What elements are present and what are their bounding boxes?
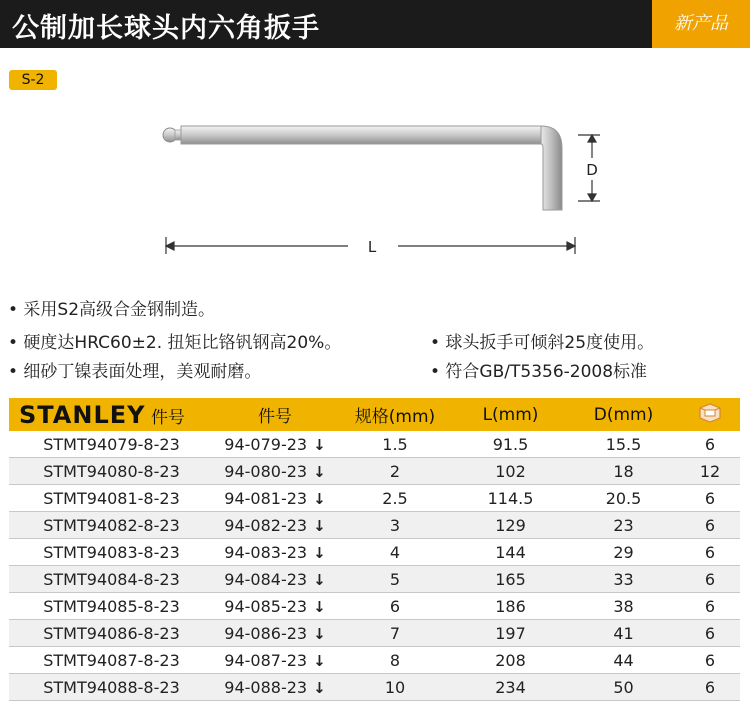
d-value: 18 [613, 461, 634, 481]
size-cell [336, 593, 454, 620]
size-value: 3 [389, 515, 401, 535]
length-value: 197 [495, 623, 526, 643]
package-qty-value: 6 [704, 596, 716, 616]
dimension-l-label: L [367, 238, 377, 256]
col-header-stanley-part [9, 398, 214, 431]
length-cell [454, 566, 567, 593]
package-qty-value: 6 [704, 569, 716, 589]
d-value: 50 [613, 677, 634, 697]
d-cell [567, 620, 680, 647]
d-value: 41 [613, 623, 634, 643]
down-arrow-icon: ↓ [313, 543, 326, 562]
part-no-value: 94-083-23 [224, 542, 308, 562]
stanley-part-no-value: STMT94084-8-23 [43, 569, 180, 589]
header-bar [0, 0, 750, 48]
part-no-value: 94-080-23 [224, 461, 308, 481]
length-value: 186 [495, 596, 526, 616]
part-no-cell [214, 485, 336, 512]
down-arrow-icon: ↓ [313, 516, 326, 535]
page-title: 公制加长球头内六角扳手 [12, 13, 320, 44]
down-arrow-icon: ↓ [313, 651, 326, 670]
stanley-part-no-value: STMT94087-8-23 [43, 650, 180, 670]
size-value: 2 [389, 461, 401, 481]
stanley-part-no-value: STMT94082-8-23 [43, 515, 180, 535]
size-cell [336, 566, 454, 593]
package-qty-value: 6 [704, 434, 716, 454]
length-cell [454, 539, 567, 566]
part-no-cell [214, 593, 336, 620]
length-value: 165 [495, 569, 526, 589]
size-cell [336, 458, 454, 485]
d-value: 38 [613, 596, 634, 616]
package-qty-value: 12 [699, 461, 721, 481]
hex-key-diagram [0, 100, 750, 270]
down-arrow-icon: ↓ [313, 462, 326, 481]
part-no-cell [214, 674, 336, 701]
d-value: 20.5 [605, 488, 642, 508]
stanley-part-no-value: STMT94083-8-23 [43, 542, 180, 562]
size-value: 4 [389, 542, 401, 562]
feature-hardness: • 硬度达HRC60±2. 扭矩比铬钒钢高20%。 [8, 333, 342, 353]
d-cell [567, 458, 680, 485]
size-cell [336, 512, 454, 539]
size-cell [336, 431, 454, 458]
package-qty-cell [680, 566, 740, 593]
size-value: 5 [389, 569, 401, 589]
material-tag: S-2 [9, 70, 57, 90]
package-qty-cell [680, 458, 740, 485]
package-qty-cell [680, 512, 740, 539]
down-arrow-icon: ↓ [313, 570, 326, 589]
stanley-part-no-value: STMT94085-8-23 [43, 596, 180, 616]
length-cell [454, 593, 567, 620]
stanley-part-no-cell [9, 512, 214, 539]
package-qty-value: 6 [704, 623, 716, 643]
length-value: 129 [495, 515, 526, 535]
part-no-value: 94-085-23 [224, 596, 308, 616]
d-cell [567, 647, 680, 674]
length-cell [454, 458, 567, 485]
table-row [9, 458, 740, 485]
d-value: 33 [613, 569, 634, 589]
d-cell [567, 512, 680, 539]
down-arrow-icon: ↓ [313, 678, 326, 697]
size-value: 1.5 [382, 434, 408, 454]
package-qty-value: 6 [704, 542, 716, 562]
stanley-part-no-cell [9, 674, 214, 701]
size-cell [336, 620, 454, 647]
part-no-value: 94-084-23 [224, 569, 308, 589]
d-value: 29 [613, 542, 634, 562]
stanley-part-no-cell [9, 593, 214, 620]
down-arrow-icon: ↓ [313, 597, 326, 616]
size-value: 8 [389, 650, 401, 670]
down-arrow-icon: ↓ [313, 489, 326, 508]
length-value: 208 [495, 650, 526, 670]
part-no-cell [214, 647, 336, 674]
stanley-logo: STANLEY [19, 400, 146, 429]
stanley-part-no-cell [9, 647, 214, 674]
part-no-cell [214, 431, 336, 458]
length-value: 91.5 [492, 434, 529, 454]
stanley-part-no-cell [9, 620, 214, 647]
stanley-part-no-value: STMT94080-8-23 [43, 461, 180, 481]
d-value: 23 [613, 515, 634, 535]
length-cell [454, 431, 567, 458]
dimension-d-label: D [586, 161, 598, 179]
length-cell [454, 620, 567, 647]
table-row [9, 512, 740, 539]
table-row [9, 431, 740, 458]
table-row [9, 647, 740, 674]
length-value: 144 [495, 542, 526, 562]
part-no-cell [214, 512, 336, 539]
stanley-part-no-value: STMT94086-8-23 [43, 623, 180, 643]
size-value: 7 [389, 623, 401, 643]
table-row [9, 620, 740, 647]
feature-standard: • 符合GB/T5356-2008标准 [430, 362, 648, 382]
table-row [9, 485, 740, 512]
size-cell [336, 539, 454, 566]
length-cell [454, 647, 567, 674]
package-qty-value: 6 [704, 488, 716, 508]
d-cell [567, 566, 680, 593]
size-cell [336, 485, 454, 512]
length-cell [454, 674, 567, 701]
new-product-badge: 新产品 [652, 0, 750, 48]
part-no-value: 94-081-23 [224, 488, 308, 508]
package-qty-cell [680, 593, 740, 620]
hex-key-illustration [163, 126, 562, 210]
part-no-cell [214, 620, 336, 647]
size-cell [336, 674, 454, 701]
col-header-d: D(mm) [567, 398, 680, 431]
stanley-part-no-cell [9, 458, 214, 485]
part-no-value: 94-086-23 [224, 623, 308, 643]
part-no-cell [214, 566, 336, 593]
size-value: 6 [389, 596, 401, 616]
size-value: 10 [384, 677, 406, 697]
table-row [9, 593, 740, 620]
d-cell [567, 674, 680, 701]
length-value: 114.5 [487, 488, 534, 508]
package-qty-cell [680, 539, 740, 566]
stanley-part-no-cell [9, 485, 214, 512]
size-cell [336, 647, 454, 674]
table-row [9, 566, 740, 593]
table-row [9, 539, 740, 566]
part-no-value: 94-088-23 [224, 677, 308, 697]
length-value: 234 [495, 677, 526, 697]
feature-tilt: • 球头扳手可倾斜25度使用。 [430, 333, 655, 353]
stanley-part-no-cell [9, 431, 214, 458]
stanley-part-no-value: STMT94088-8-23 [43, 677, 180, 697]
table-body [9, 431, 740, 701]
spec-table [9, 398, 740, 701]
part-no-value: 94-082-23 [224, 515, 308, 535]
col-header-package [680, 398, 740, 431]
package-box-icon [697, 401, 723, 423]
package-qty-cell [680, 674, 740, 701]
stanley-part-no-value: STMT94079-8-23 [43, 434, 180, 454]
package-qty-cell [680, 620, 740, 647]
length-cell [454, 485, 567, 512]
package-qty-value: 6 [704, 515, 716, 535]
stanley-part-no-cell [9, 566, 214, 593]
part-no-value: 94-079-23 [224, 434, 308, 454]
length-value: 102 [495, 461, 526, 481]
d-value: 44 [613, 650, 634, 670]
part-no-cell [214, 458, 336, 485]
package-qty-cell [680, 485, 740, 512]
col-header-part-no: 件号 [150, 407, 185, 428]
package-qty-value: 6 [704, 677, 716, 697]
down-arrow-icon: ↓ [313, 435, 326, 454]
d-value: 15.5 [605, 434, 642, 454]
table-header-row [9, 398, 740, 431]
part-no-cell [214, 539, 336, 566]
part-no-value: 94-087-23 [224, 650, 308, 670]
feature-material: • 采用S2高级合金钢制造。 [8, 300, 216, 320]
col-header-size: 规格(mm) [336, 398, 454, 431]
d-cell [567, 539, 680, 566]
package-qty-cell [680, 647, 740, 674]
d-cell [567, 485, 680, 512]
col-header-part-no-short: 件号 [214, 398, 336, 431]
size-value: 2.5 [382, 488, 408, 508]
length-cell [454, 512, 567, 539]
package-qty-cell [680, 431, 740, 458]
d-cell [567, 431, 680, 458]
feature-finish: • 细砂丁镍表面处理，美观耐磨。 [8, 362, 262, 382]
stanley-part-no-cell [9, 539, 214, 566]
d-cell [567, 593, 680, 620]
package-qty-value: 6 [704, 650, 716, 670]
stanley-part-no-value: STMT94081-8-23 [43, 488, 180, 508]
col-header-length: L(mm) [454, 398, 567, 431]
table-row [9, 674, 740, 701]
down-arrow-icon: ↓ [313, 624, 326, 643]
